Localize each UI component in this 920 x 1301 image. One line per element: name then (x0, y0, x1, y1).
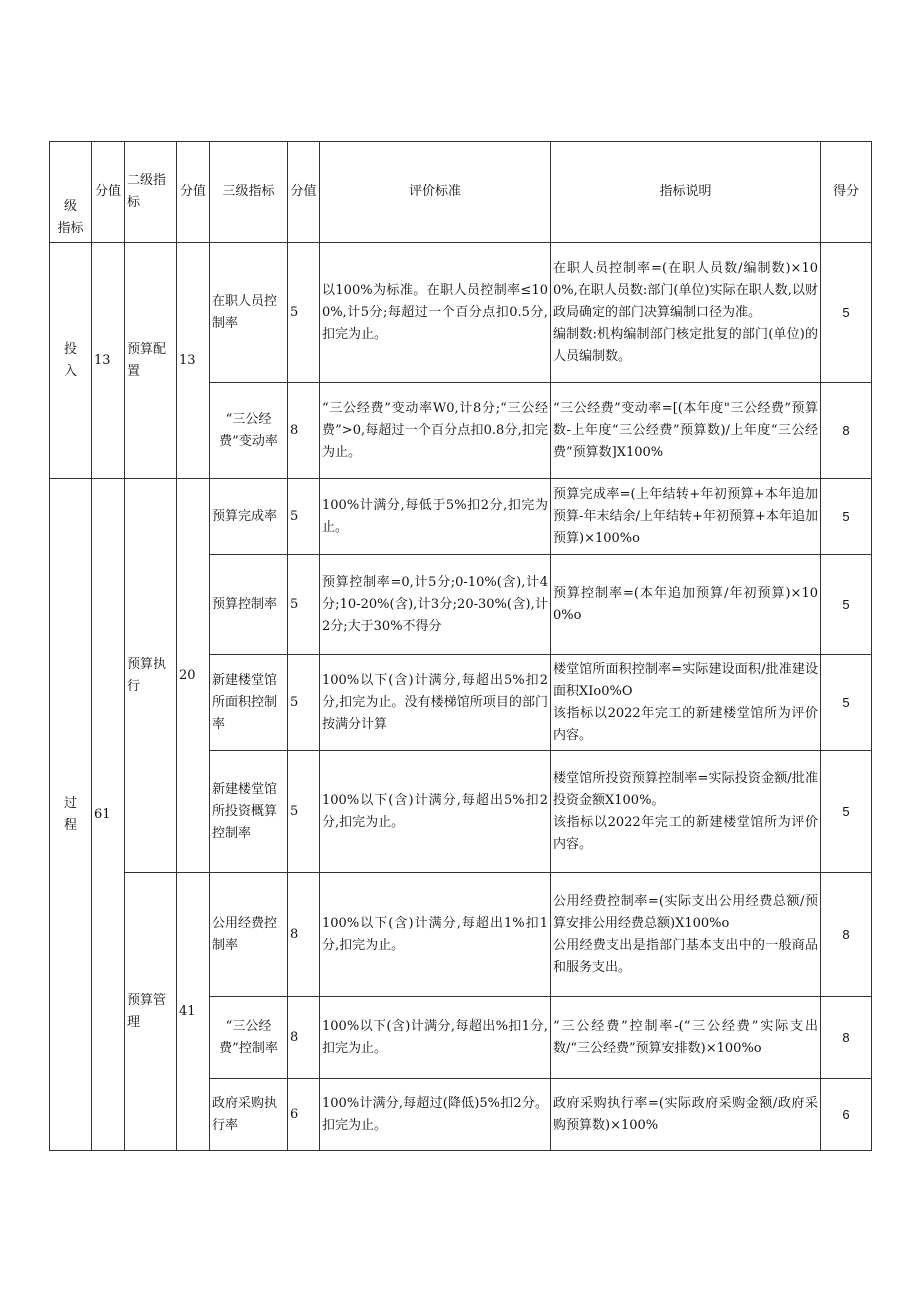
sub-budget-exec-label: 预算执行 (125, 479, 177, 873)
table-row (50, 479, 872, 555)
indicator-score: 5 (288, 243, 320, 383)
header-explanation: 指标说明 (551, 142, 821, 243)
indicator-result: 5 (821, 751, 872, 873)
header-result: 得分 (821, 142, 872, 243)
header-score3: 分值 (288, 142, 320, 243)
indicator-name: 预算控制率 (210, 555, 288, 655)
indicator-explanation: “三公经费”控制率-(“三公经费”实际支出数/“三公经费”预算安排数)×100%o (551, 997, 821, 1079)
group-input-score: 13 (92, 243, 125, 479)
indicator-criteria: 100%以下(含)计满分,每超出5%扣2分,扣完为止。 (320, 751, 551, 873)
indicator-result: 6 (821, 1079, 872, 1151)
sub-budget-exec-score: 20 (177, 479, 210, 873)
indicator-score: 5 (288, 655, 320, 751)
indicator-criteria: 100%以下(含)计满分,每超出%扣1分,扣完为止。 (320, 997, 551, 1079)
indicator-name: 政府采购执行率 (210, 1079, 288, 1151)
indicator-criteria: 100%以下(含)计满分,每超出5%扣2分,扣完为止。没有楼梯馆所项目的部门按满分计算 (320, 655, 551, 751)
indicator-name: 在职人员控制率 (210, 243, 288, 383)
indicator-explanation: 预算完成率=(上年结转+年初预算+本年追加预算-年末结余/上年结转+年初预算+本年追加预算)×100%o (551, 479, 821, 555)
group-process-label: 过 程 (50, 479, 92, 1151)
header-level2: 二级指标 (125, 142, 177, 243)
indicator-criteria: 预算控制率=0,计5分;0-10%(含),计4分;10-20%(含),计3分;20-30%(含),计2分;大于30%不得分 (320, 555, 551, 655)
indicator-score: 5 (288, 751, 320, 873)
sub-budget-alloc-score: 13 (177, 243, 210, 479)
indicator-name: 新建楼堂馆所投资概算控制率 (210, 751, 288, 873)
indicator-result: 8 (821, 873, 872, 997)
indicator-name: “三公经费”控制率 (210, 997, 288, 1079)
evaluation-table (49, 141, 872, 1151)
indicator-result: 8 (821, 997, 872, 1079)
sub-budget-mgmt-label: 预算管理 (125, 873, 177, 1151)
indicator-explanation: 楼堂馆所面积控制率=实际建设面积/批准建设面积XIo0%O 该指标以2022年完工的新建楼堂馆所为评价内容。 (551, 655, 821, 751)
header-level1: 级 指标 (50, 142, 92, 243)
indicator-explanation: 公用经费控制率=(实际支出公用经费总额/预算安排公用经费总额)X100%o 公用经费支出是指部门基本支出中的一般商品和服务支出。 (551, 873, 821, 997)
indicator-score: 8 (288, 873, 320, 997)
indicator-criteria: 以100%为标准。在职人员控制率≤100%,计5分;每超过一个百分点扣0.5分,扣完为止。 (320, 243, 551, 383)
indicator-criteria: “三公经费”变动率W0,计8分;“三公经费”>0,每超过一个百分点扣0.8分,扣完为止。 (320, 383, 551, 479)
group-input-label: 投 入 (50, 243, 92, 479)
sub-budget-alloc-label: 预算配置 (125, 243, 177, 479)
indicator-score: 5 (288, 479, 320, 555)
header-row (50, 142, 872, 243)
indicator-score: 5 (288, 555, 320, 655)
indicator-explanation: 政府采购执行率=(实际政府采购金额/政府采购预算数)×100% (551, 1079, 821, 1151)
indicator-result: 8 (821, 383, 872, 479)
header-score1: 分值 (92, 142, 125, 243)
header-criteria: 评价标准 (320, 142, 551, 243)
table-row (50, 243, 872, 383)
indicator-result: 5 (821, 655, 872, 751)
header-score2: 分值 (177, 142, 210, 243)
indicator-explanation: “三公经费”变动率=[(本年度"三公经费”预算数-上年度“三公经费”预算数)/上年度“三公经费”预算数]X100% (551, 383, 821, 479)
indicator-score: 8 (288, 383, 320, 479)
indicator-explanation: 在职人员控制率=(在职人员数/编制数)×100%,在职人员数:部门(单位)实际在职人数,以财政局确定的部门决算编制口径为准。 编制数:机构编制部门核定批复的部门(单位)的人员编制数。 (551, 243, 821, 383)
indicator-name: 公用经费控制率 (210, 873, 288, 997)
indicator-name: “三公经费”变动率 (210, 383, 288, 479)
indicator-explanation: 楼堂馆所投资预算控制率=实际投资金额/批准投资金额X100%。 该指标以2022年完工的新建楼堂馆所为评价内容。 (551, 751, 821, 873)
indicator-result: 5 (821, 479, 872, 555)
table-row (50, 873, 872, 997)
indicator-criteria: 100%以下(含)计满分,每超出1%扣1分,扣完为止。 (320, 873, 551, 997)
indicator-name: 预算完成率 (210, 479, 288, 555)
header-level3: 三级指标 (210, 142, 288, 243)
indicator-result: 5 (821, 243, 872, 383)
indicator-explanation: 预算控制率=(本年追加预算/年初预算)×100%o (551, 555, 821, 655)
indicator-name: 新建楼堂馆所面积控制率 (210, 655, 288, 751)
indicator-result: 5 (821, 555, 872, 655)
group-process-score: 61 (92, 479, 125, 1151)
indicator-score: 6 (288, 1079, 320, 1151)
indicator-score: 8 (288, 997, 320, 1079)
indicator-criteria: 100%计满分,每低于5%扣2分,扣完为止。 (320, 479, 551, 555)
sub-budget-mgmt-score: 41 (177, 873, 210, 1151)
indicator-criteria: 100%计满分,每超过(降低)5%扣2分。扣完为止。 (320, 1079, 551, 1151)
